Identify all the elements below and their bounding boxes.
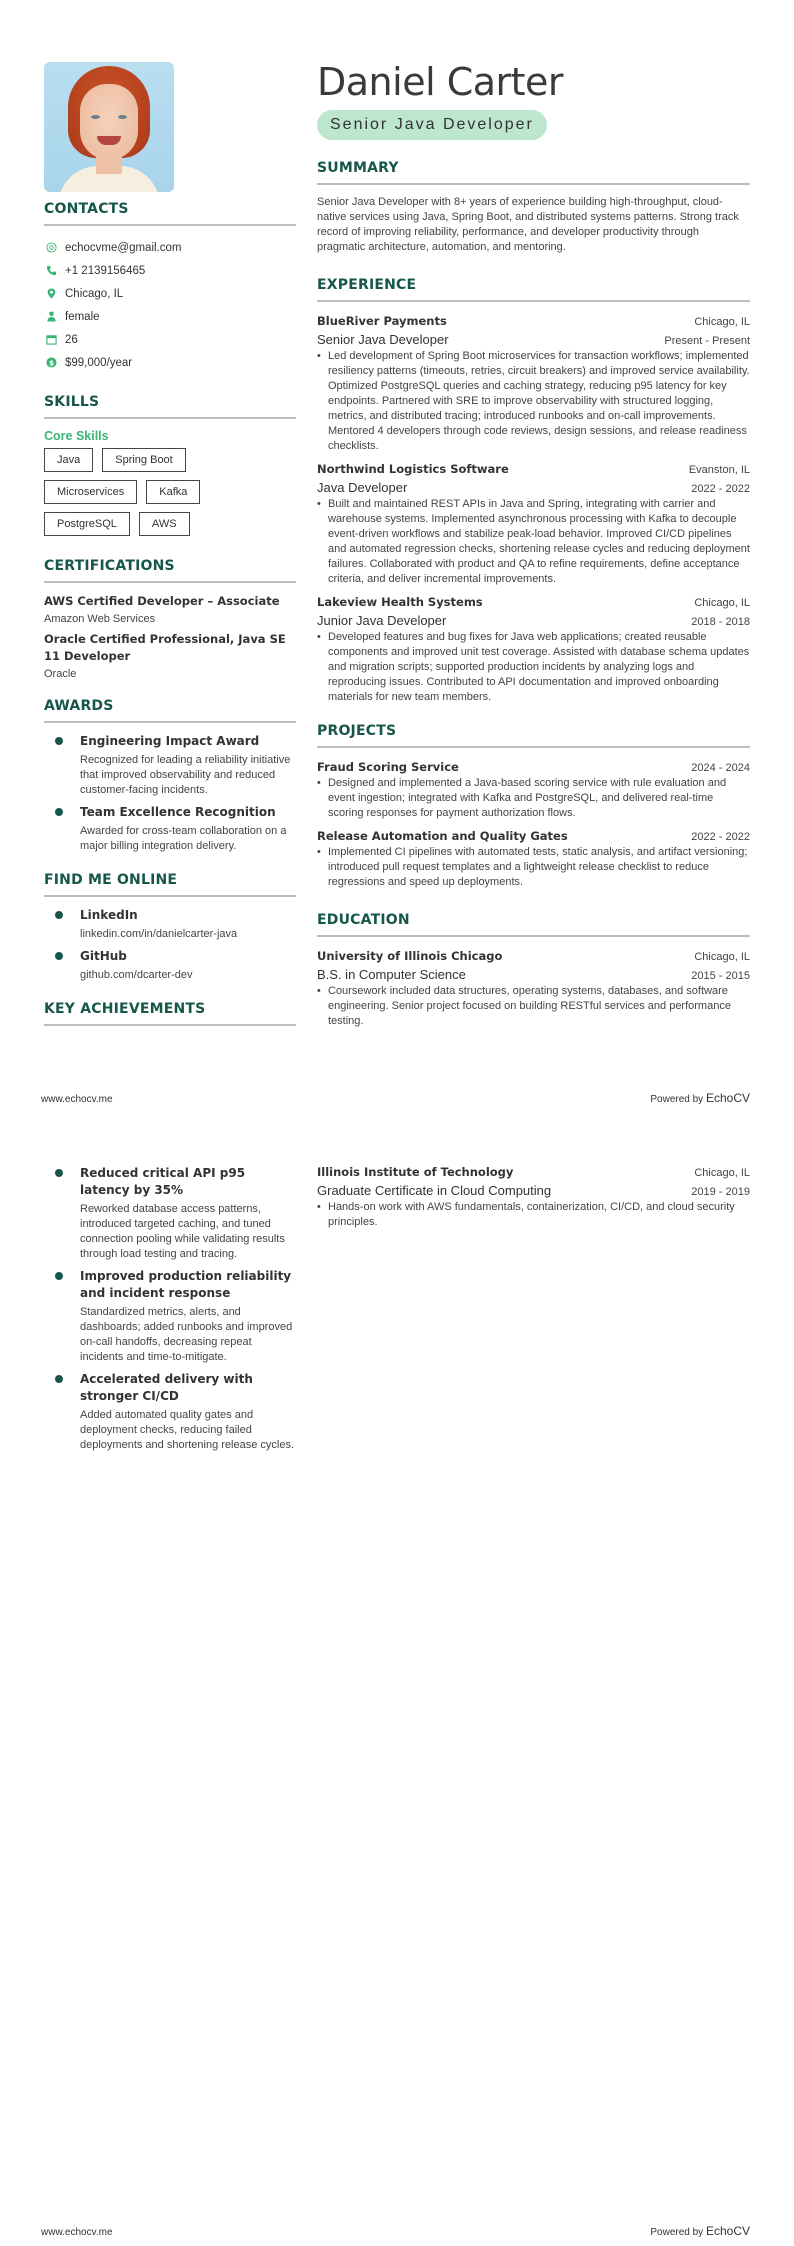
summary-section <box>317 160 750 255</box>
job-description: • Built and maintained REST APIs in Java and Spring, integrating with carrier and warehouse systems. Implemented asynchronous processing with Kafka to decouple event-driven workflows and stabilize peak-load behavior. Improved CI/CD pipelines and automated regression checks, shortening release cycles and reducing deployment failures. Collaborated with product and QA to refine requirements, define acceptance criteria, and deliver incremental improvements. <box>317 497 750 587</box>
award-item <box>44 733 296 798</box>
summary-text: Senior Java Developer with 8+ years of experience building high-throughput, cloud-native services using Java, Spring Boot, and distributed systems patterns. Strong track record of improving reliability, performance, and developer productivity through pragmatic architecture, automation, and mentoring. <box>317 196 739 253</box>
contact-salary <box>44 351 296 374</box>
degree: Graduate Certificate in Cloud Computing <box>317 1183 552 1198</box>
resume-page-2 <box>0 1123 794 2246</box>
achievement-description: Standardized metrics, alerts, and dashboards; added runbooks and improved on-call handoffs, decreasing repeat incidents and time-to-mitigate. <box>80 1306 293 1363</box>
bullet-dot-icon <box>55 808 63 816</box>
experience-entry <box>317 460 750 587</box>
certification-item <box>44 631 296 680</box>
bullet-dot-icon <box>55 1272 63 1280</box>
online-title: LinkedIn <box>80 908 138 922</box>
contacts-heading: CONTACTS <box>44 201 296 226</box>
right-column-continued <box>317 1163 750 1236</box>
echocv-brand: EchoCV <box>705 2224 750 2238</box>
education-heading: EDUCATION <box>317 912 750 937</box>
awards-heading: AWARDS <box>44 698 296 723</box>
footer-powered-by[interactable] <box>650 1091 750 1105</box>
online-title: GitHub <box>80 949 127 963</box>
achievement-title: Reduced critical API p95 latency by 35% <box>80 1166 246 1197</box>
contact-age <box>44 328 296 351</box>
company-name: Northwind Logistics Software <box>317 462 509 476</box>
skill-tag: Microservices <box>44 480 137 504</box>
skill-tag: PostgreSQL <box>44 512 130 536</box>
skill-tag: Java <box>44 448 93 472</box>
profile-photo <box>44 62 174 192</box>
experience-entry <box>317 593 750 705</box>
bullet-dot-icon <box>55 911 63 919</box>
contact-phone-value: +1 2139156465 <box>65 264 146 277</box>
awards-section <box>44 698 296 854</box>
right-column <box>317 60 750 1035</box>
contact-gender-value: female <box>65 310 100 323</box>
award-description: Recognized for leading a reliability initiative that improved observability and reduced customer-facing incidents. <box>80 754 291 796</box>
education-entry <box>317 947 750 1029</box>
achievement-description: Reworked database access patterns, introduced targeted caching, and tuned connection pooling while validating results through load testing and tracing. <box>80 1203 285 1260</box>
award-item <box>44 804 296 854</box>
award-title: Engineering Impact Award <box>80 734 260 748</box>
page-footer <box>41 2224 750 2238</box>
left-column-continued <box>44 1165 296 1459</box>
at-icon <box>46 242 57 253</box>
footer-powered-by[interactable] <box>650 2224 750 2238</box>
certification-name: AWS Certified Developer – Associate <box>44 594 280 608</box>
company-name: Lakeview Health Systems <box>317 595 483 609</box>
education-dates: 2015 - 2015 <box>691 970 750 982</box>
key-achievements-list <box>44 1165 296 1453</box>
page-footer <box>41 1091 750 1105</box>
achievement-title: Accelerated delivery with stronger CI/CD <box>80 1372 253 1403</box>
github-link[interactable]: github.com/dcarter-dev <box>80 969 193 981</box>
education-dates: 2019 - 2019 <box>691 1186 750 1198</box>
project-description: • Implemented CI pipelines with automated tests, static analysis, and artifact versioning; introduced pull request templates and a lightweight release checklist to reduce regressions and speed up deployments. <box>317 845 750 890</box>
job-description: • Developed features and bug fixes for Java web applications; created reusable components and improved unit test coverage. Assisted with database schema updates and migration scripts; supported production incidents by analyzing logs and reproducing issues. Contributed to API documentation and improved onboarding materials for new team members. <box>317 630 750 705</box>
project-name: Fraud Scoring Service <box>317 760 459 774</box>
contact-salary-value: $99,000/year <box>65 356 133 369</box>
powered-by-label: Powered by <box>650 1094 704 1105</box>
certification-issuer: Oracle <box>44 668 77 680</box>
job-role: Java Developer <box>317 480 408 495</box>
certification-name: Oracle Certified Professional, Java SE 11 Developer <box>44 632 286 663</box>
person-icon <box>46 311 57 322</box>
company-location: Chicago, IL <box>694 597 750 609</box>
project-dates: 2022 - 2022 <box>691 831 750 843</box>
job-dates: Present - Present <box>664 335 750 347</box>
achievement-item <box>44 1371 296 1453</box>
certifications-section <box>44 558 296 680</box>
location-pin-icon <box>46 288 57 299</box>
education-section <box>317 912 750 1029</box>
award-title: Team Excellence Recognition <box>80 805 276 819</box>
linkedin-link[interactable]: linkedin.com/in/danielcarter-java <box>80 928 238 940</box>
projects-section <box>317 723 750 890</box>
contact-location-value: Chicago, IL <box>65 287 124 300</box>
job-dates: 2022 - 2022 <box>691 483 750 495</box>
online-item-linkedin[interactable] <box>44 907 296 942</box>
experience-entry <box>317 312 750 454</box>
phone-icon <box>46 265 57 276</box>
project-entry <box>317 827 750 890</box>
bullet-dot-icon <box>55 1169 63 1177</box>
find-me-online-section <box>44 872 296 983</box>
certification-item <box>44 593 296 625</box>
skills-heading: SKILLS <box>44 394 296 419</box>
calendar-icon <box>46 334 57 345</box>
contact-location <box>44 282 296 305</box>
contact-phone[interactable] <box>44 259 296 282</box>
key-achievements-heading: KEY ACHIEVEMENTS <box>44 1001 296 1026</box>
skills-section <box>44 394 296 536</box>
school-name: Illinois Institute of Technology <box>317 1165 514 1179</box>
education-description: • Coursework included data structures, operating systems, databases, and software engineering. Senior project focused on building RESTful services and performance testing. <box>317 984 750 1029</box>
company-name: BlueRiver Payments <box>317 314 447 328</box>
contact-email[interactable] <box>44 236 296 259</box>
achievement-item <box>44 1165 296 1262</box>
education-description: • Hands-on work with AWS fundamentals, containerization, CI/CD, and cloud security principles. <box>317 1200 750 1230</box>
footer-website-link[interactable]: www.echocv.me <box>41 2227 113 2238</box>
job-description: • Led development of Spring Boot microservices for transaction workflows; implemented resiliency patterns (timeouts, retries, circuit breakers) and improved service availability. Optimized PostgreSQL queries and caching strategy, reducing p95 latency for key endpoints. Partnered with SRE to improve observability with structured logging, metrics, and distributed tracing; introduced runbooks and on-call improvements. Mentored 4 developers through code reviews, design sessions, and release readiness checklists. <box>317 349 750 454</box>
achievement-title: Improved production reliability and incident response <box>80 1269 292 1300</box>
bullet-dot-icon <box>55 737 63 745</box>
achievement-item <box>44 1268 296 1365</box>
project-dates: 2024 - 2024 <box>691 762 750 774</box>
core-skills-subheading: Core Skills <box>44 429 109 443</box>
job-role: Senior Java Developer <box>317 332 449 347</box>
skill-tags <box>44 448 264 536</box>
footer-website-link[interactable]: www.echocv.me <box>41 1094 113 1105</box>
project-entry <box>317 758 750 821</box>
contact-gender <box>44 305 296 328</box>
school-name: University of Illinois Chicago <box>317 949 503 963</box>
key-achievements-section <box>44 1001 296 1026</box>
award-description: Awarded for cross-team collaboration on a major billing integration delivery. <box>80 825 287 852</box>
experience-heading: EXPERIENCE <box>317 277 750 302</box>
school-location: Chicago, IL <box>694 951 750 963</box>
summary-heading: SUMMARY <box>317 160 750 185</box>
bullet-dot-icon <box>55 952 63 960</box>
contact-age-value: 26 <box>65 333 78 346</box>
achievement-description: Added automated quality gates and deployment checks, reducing failed deployments and shortening release cycles. <box>80 1409 295 1451</box>
education-entry <box>317 1163 750 1230</box>
contacts-section <box>44 201 296 374</box>
bullet-dot-icon <box>55 1375 63 1383</box>
powered-by-label: Powered by <box>650 2227 704 2238</box>
job-role: Junior Java Developer <box>317 613 447 628</box>
svg-text:$: $ <box>48 358 55 368</box>
certifications-heading: CERTIFICATIONS <box>44 558 296 583</box>
certification-issuer: Amazon Web Services <box>44 613 156 625</box>
degree: B.S. in Computer Science <box>317 967 466 982</box>
projects-heading: PROJECTS <box>317 723 750 748</box>
echocv-brand: EchoCV <box>705 1091 750 1105</box>
project-description: • Designed and implemented a Java-based scoring service with rule evaluation and event ingestion; integrated with Kafka and PostgreSQL, and delivered real-time scoring responses for payment authorization flows. <box>317 776 750 821</box>
experience-section <box>317 277 750 705</box>
company-location: Evanston, IL <box>688 464 750 476</box>
find-me-online-heading: FIND ME ONLINE <box>44 872 296 897</box>
contact-email-value: echocvme@gmail.com <box>65 241 182 254</box>
job-title-pill: Senior Java Developer <box>317 110 547 140</box>
school-location: Chicago, IL <box>694 1167 750 1179</box>
skill-tag: Spring Boot <box>102 448 185 472</box>
company-location: Chicago, IL <box>694 316 750 328</box>
dollar-icon <box>46 357 57 368</box>
candidate-name: Daniel Carter <box>317 60 564 104</box>
skill-tag: AWS <box>139 512 190 536</box>
left-column <box>44 62 296 1036</box>
job-dates: 2018 - 2018 <box>691 616 750 628</box>
project-name: Release Automation and Quality Gates <box>317 829 568 843</box>
online-item-github[interactable] <box>44 948 296 983</box>
skill-tag: Kafka <box>146 480 200 504</box>
